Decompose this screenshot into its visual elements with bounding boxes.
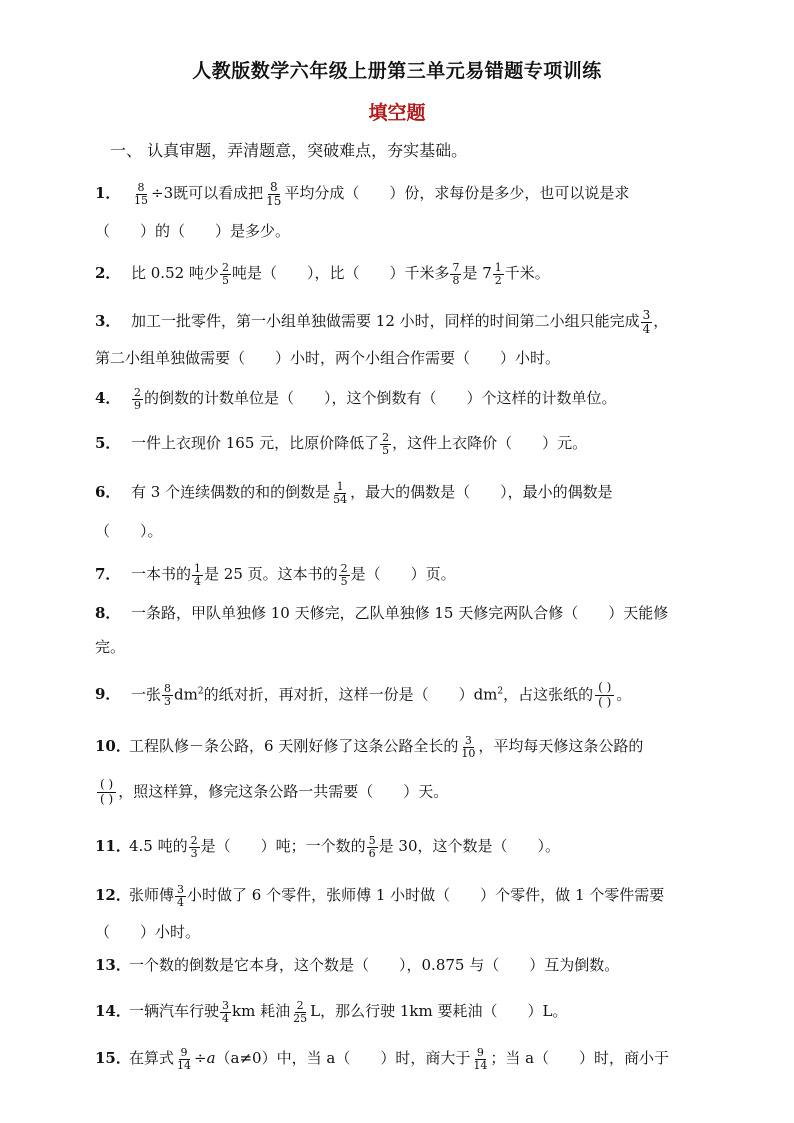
fraction: $\frac{8}{15}$ (266, 180, 282, 208)
question-number: 13． (95, 956, 131, 974)
fraction: $\frac{8}{15}$ (134, 181, 148, 207)
fraction: $\frac{5}{6}$ (368, 834, 376, 860)
question-15: 15．在算式 $\frac{9}{14}$ ÷a（a≠0）中，当 a（ ）时，商大于 $\frac{9}{14}$ ；当 a（ ）时，商小于 (95, 1046, 670, 1072)
blank-fraction: $\frac{( )}{( )}$ (595, 681, 614, 710)
question-6: 6． 有 3 个连续偶数的和的倒数是 $\frac{1}{54}$ ，最大的偶数是（ ），最小的偶数是 (95, 480, 613, 506)
fraction: $\frac{1}{2}$ (494, 261, 502, 287)
fraction: $\frac{3}{4}$ (222, 999, 230, 1025)
question-10-cont: $\frac{( )}{( )}$ ，照这样算，修完这条公路一共需要（ ）天。 (95, 778, 448, 807)
fraction: $\frac{2}{5}$ (340, 562, 348, 588)
section-title: 填空题 (368, 102, 426, 124)
question-13: 13．一个数的倒数是它本身，这个数是（ ），0.875 与（ ）互为倒数。 (95, 956, 620, 974)
fraction: $\frac{2}{3}$ (190, 834, 198, 860)
question-number: 4． (95, 389, 121, 408)
question-3-cont: 第二小组单独做需要（ ）小时，两个小组合作需要（ ）小时。 (95, 349, 561, 367)
question-number: 3． (95, 312, 121, 331)
fraction: $\frac{9}{14}$ (473, 1046, 488, 1072)
fraction: $\frac{2}{5}$ (382, 431, 390, 457)
question-7: 7． 一本书的 $\frac{1}{4}$ 是 25 页。这本书的 $\frac{2}{5}$ 是（ ）页。 (95, 562, 456, 588)
fraction: $\frac{3}{10}$ (461, 734, 476, 760)
question-number: 2． (95, 264, 121, 283)
question-1: 1． $\frac{8}{15}$ ÷3既可以看成把 $\frac{8}{15}$ 平均分成（ ）份，求每份是多少，也可以说是求 (95, 180, 630, 208)
question-number: 14． (95, 1002, 131, 1021)
question-number: 10． (95, 737, 131, 756)
question-4: 4． $\frac{2}{9}$ 的倒数的计数单位是（ ），这个倒数有（ ）个这样的计数单位。 (95, 386, 617, 412)
question-2: 2． 比 0.52 吨少 $\frac{2}{5}$ 吨是（ ），比（ ）千米多 $\frac{7}{8}$ 是 7 $\frac{1}{2}$ 千米。 (95, 261, 550, 287)
question-3: 3． 加工一批零件，第一小组单独做需要 12 小时，同样的时间第二小组只能完成 $\frac{3}{4}$ ， (95, 308, 669, 336)
question-number: 5． (95, 434, 121, 453)
question-6-cont: （ ）。 (95, 522, 163, 540)
question-11: 11．4.5 吨的 $\frac{2}{3}$ 是（ ）吨；一个数的 $\frac{5}{6}$ 是 30，这个数是（ ）。 (95, 834, 560, 860)
question-number: 7． (95, 565, 121, 584)
fraction: $\frac{8}{3}$ (164, 682, 172, 708)
question-number: 8． (95, 604, 121, 622)
question-12: 12．张师傅 $\frac{3}{4}$ 小时做了 6 个零件，张师傅 1 小时做（ ）个零件，做 1 个零件需要 (95, 883, 665, 909)
blank-fraction: $\frac{( )}{( )}$ (97, 778, 116, 807)
question-14: 14．一辆汽车行驶 $\frac{3}{4}$ km 耗油 $\frac{2}{25}$ L，那么行驶 1km 要耗油（ ）L。 (95, 999, 568, 1025)
question-number: 12． (95, 886, 131, 905)
fraction: $\frac{3}{4}$ (642, 308, 651, 336)
question-number: 11． (95, 837, 131, 856)
fraction: $\frac{7}{8}$ (452, 261, 460, 287)
question-12-cont: （ ）小时。 (95, 923, 201, 941)
question-number: 9． (95, 685, 121, 704)
question-9: 9． 一张 $\frac{8}{3}$ $dm^2$的纸对折，再对折，这样一份是（ ）$dm^2$，占这张纸的 $\frac{( )}{( )}$ 。 (95, 680, 632, 709)
question-5: 5． 一件上衣现价 165 元，比原价降低了 $\frac{2}{5}$ ，这件上衣降价（ ）元。 (95, 431, 588, 457)
fraction: $\frac{1}{4}$ (194, 562, 202, 588)
instruction: 一、 认真审题，弄清题意，突破难点，夯实基础。 (110, 141, 468, 160)
question-1-cont: （ ）的（ ）是多少。 (95, 222, 291, 240)
question-10: 10．工程队修－条公路，6 天刚好修了这条公路全长的 $\frac{3}{10}$ ，平均每天修这条公路的 (95, 734, 644, 760)
question-number: 1． (95, 184, 121, 203)
fraction: $\frac{3}{4}$ (177, 883, 185, 909)
fraction: $\frac{2}{9}$ (134, 386, 141, 412)
question-8: 8． 一条路，甲队单独修 10 天修完，乙队单独修 15 天修完两队合修（ ）天能修 (95, 604, 669, 622)
fraction: $\frac{2}{25}$ (293, 999, 308, 1025)
fraction: $\frac{1}{54}$ (333, 480, 348, 506)
fraction: $\frac{2}{5}$ (221, 261, 229, 287)
page-title: 人教版数学六年级上册第三单元易错题专项训练 (192, 60, 602, 82)
question-number: 6． (95, 483, 121, 502)
question-8-cont: 完。 (95, 638, 126, 656)
question-number: 15． (95, 1049, 131, 1068)
fraction: $\frac{9}{14}$ (177, 1046, 192, 1072)
